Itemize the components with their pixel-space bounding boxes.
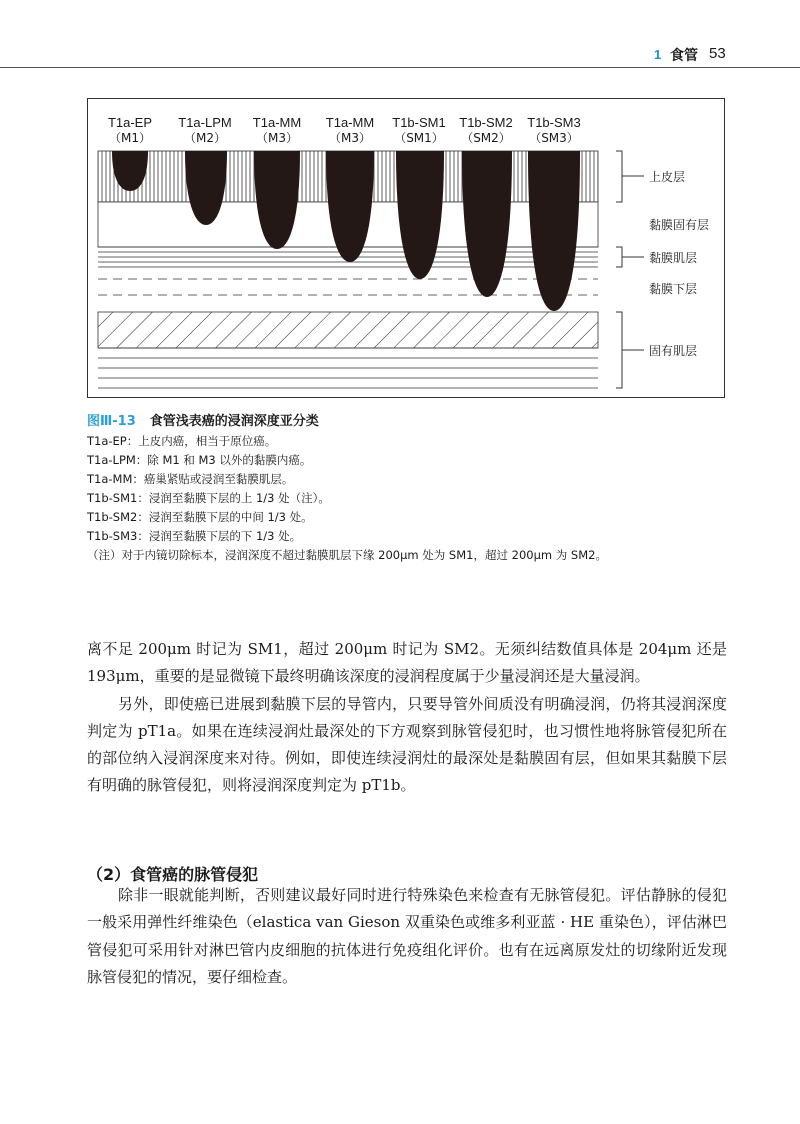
layer-submucosa [98, 279, 598, 295]
col-label-4: T1b-SM1 [392, 115, 446, 130]
figure-label: 图Ⅲ-13 [87, 414, 136, 429]
col-sub-2: （M3） [256, 131, 298, 145]
figure-caption [87, 410, 319, 429]
layer-label-2: 黏膜肌层 [649, 251, 698, 265]
col-label-5: T1b-SM2 [459, 115, 513, 130]
col-label-6: T1b-SM3 [527, 115, 581, 130]
figure-svg [88, 99, 726, 399]
tumor-sm2 [462, 151, 512, 297]
body-paragraph-2: 另外，即使癌已进展到黏膜下层的导管内，只要导管外间质没有明确浸润，仍将其浸润深度判定为 pT1a。如果在连续浸润灶最深处的下方观察到脉管侵犯时，也习惯性地将脉管侵犯所在的部位纳入浸润深度来对待。例如，即使连续浸润灶的最深处是黏膜固有层，但如果其黏膜下层有明确的脉管侵犯，则将浸润深度判定为 pT1b。 [87, 694, 727, 795]
layer-brackets [616, 151, 644, 388]
note-line: T1b-SM1：浸润至黏膜下层的上 1/3 处（注）。 [87, 491, 330, 505]
col-label-2: T1a-MM [252, 115, 302, 130]
layer-label-4: 固有肌层 [649, 344, 698, 358]
section-body [87, 882, 727, 991]
section-paragraph-1: 除非一眼就能判断，否则建议最好同时进行特殊染色来检查有无脉管侵犯。评估静脉的侵犯一般采用弹性纤维染色（elastica van Gieson 双重染色或维多利亚蓝 · HE 重染色），评估淋巴管侵犯可采用针对淋巴管内皮细胞的抗体进行免疫组化评价。也有在远离原发灶的切缘附近发现脉管侵犯的情况，要仔细检查。 [87, 886, 727, 986]
tumor-sm3 [528, 151, 580, 311]
note-line: （注）对于内镜切除标本，浸润深度不超过黏膜肌层下缘 200μm 处为 SM1，超过 200μm 为 SM2。 [87, 548, 607, 562]
section-heading: （2）食管癌的脉管侵犯 [87, 865, 259, 884]
figure-title: 食管浅表癌的浸润深度亚分类 [149, 414, 319, 429]
page-number: 53 [709, 45, 726, 62]
layer-muscularis-propria-lines [98, 348, 598, 388]
page-header [0, 0, 800, 68]
col-sub-0: （M1） [109, 131, 151, 145]
note-line: T1b-SM3：浸润至黏膜下层的下 1/3 处。 [87, 529, 302, 543]
column-labels [108, 115, 581, 145]
layer-muscularis-propria [98, 312, 598, 348]
note-line: T1a-MM：癌巢紧贴或浸润至黏膜肌层。 [87, 472, 294, 486]
body-paragraph-1: 离不足 200μm 时记为 SM1，超过 200μm 时记为 SM2。无须纠结数值具体是 204μm 还是 193μm，重要的是显微镜下最终明确该深度的浸润程度属于少量浸润还是大量浸润。 [87, 640, 727, 686]
header-rule [0, 67, 800, 68]
chapter-title: 食管 [670, 48, 698, 64]
col-sub-5: （SM2） [461, 131, 511, 145]
col-label-0: T1a-EP [107, 115, 153, 130]
layer-label-1: 黏膜固有层 [649, 218, 710, 232]
figure-diagram [87, 98, 725, 398]
note-line: T1a-EP：上皮内癌，相当于原位癌。 [87, 434, 277, 448]
col-sub-6: （SM3） [529, 131, 579, 145]
note-line: T1b-SM2：浸润至黏膜下层的中间 1/3 处。 [87, 510, 313, 524]
note-line: T1a-LPM：除 M1 和 M3 以外的黏膜内癌。 [87, 453, 312, 467]
col-sub-3: （M3） [329, 131, 371, 145]
layer-labels [649, 169, 709, 358]
layer-label-3: 黏膜下层 [649, 282, 698, 296]
tumor-sm1 [396, 151, 444, 279]
col-label-3: T1a-MM [325, 115, 375, 130]
chapter-number: 1 [654, 47, 662, 62]
col-sub-1: （M2） [184, 131, 226, 145]
figure-notes [87, 432, 767, 565]
col-label-1: T1a-LPM [178, 115, 232, 130]
layer-label-0: 上皮层 [649, 170, 686, 184]
col-sub-4: （SM1） [394, 131, 444, 145]
body-text [87, 636, 727, 800]
